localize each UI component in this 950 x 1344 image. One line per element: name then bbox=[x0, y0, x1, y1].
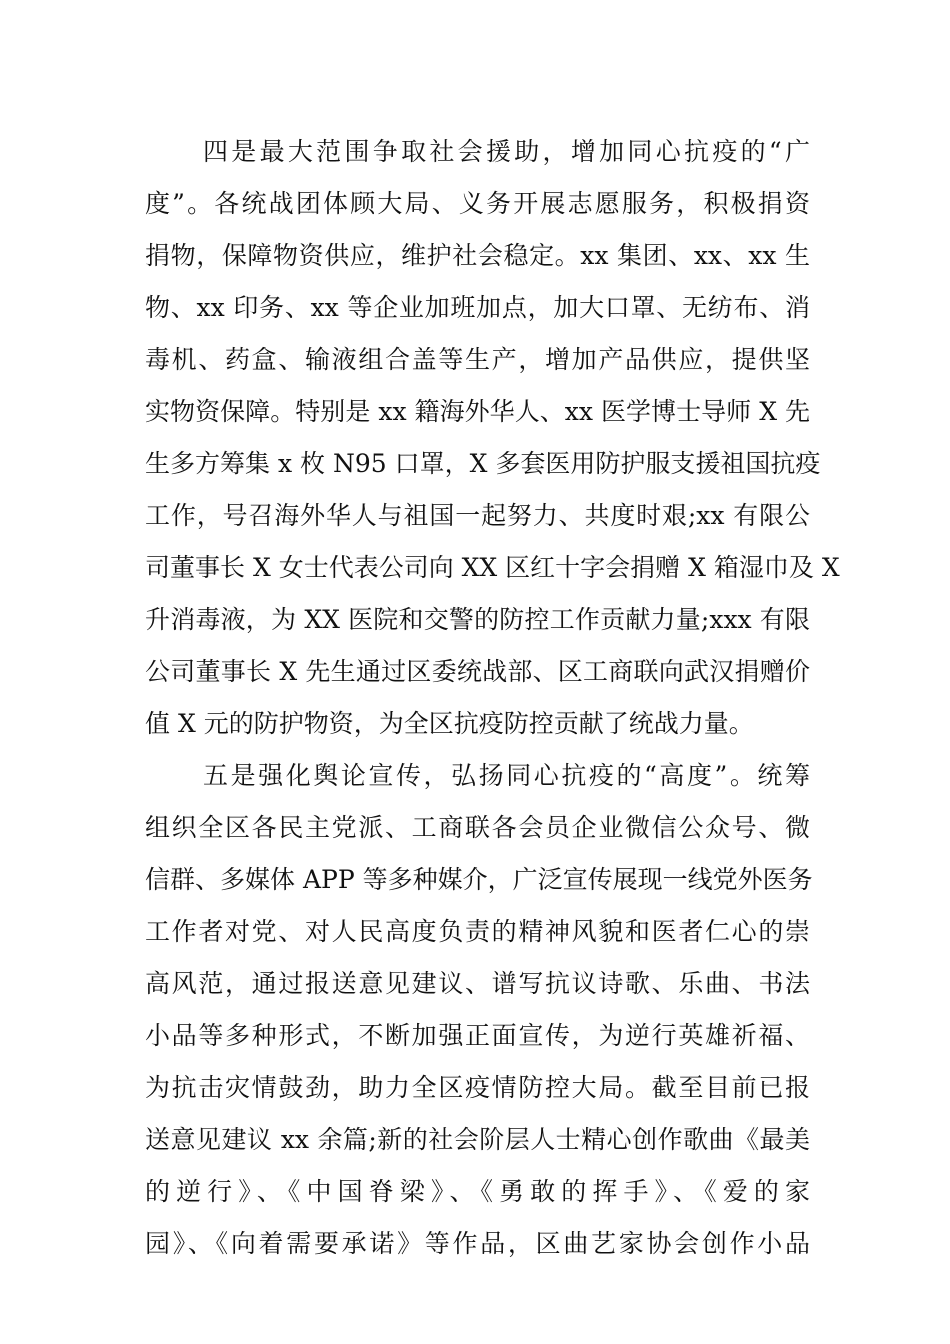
text-line: 物、xx 印务、xx 等企业加班加点，加大口罩、无纺布、消 bbox=[145, 293, 810, 322]
text-line: 高风范，通过报送意见建议、谱写抗议诗歌、乐曲、书法 bbox=[145, 969, 810, 998]
text-line: 小品等多种形式，不断加强正面宣传，为逆行英雄祈福、 bbox=[145, 1021, 810, 1050]
text-line: 值 X 元的防护物资，为全区抗疫防控贡献了统战力量。 bbox=[145, 709, 754, 738]
text-line: 捐物，保障物资供应，维护社会稳定。xx 集团、xx、xx 生 bbox=[145, 241, 810, 270]
text-line: 为抗击灾情鼓劲，助力全区疫情防控大局。截至目前已报 bbox=[145, 1073, 810, 1102]
text-line: 信群、多媒体 APP 等多种媒介，广泛宣传展现一线党外医务 bbox=[145, 865, 813, 894]
text-line: 工作者对党、对人民高度负责的精神风貌和医者仁心的崇 bbox=[145, 917, 810, 946]
document-body bbox=[145, 126, 840, 1270]
text-line: 度”。各统战团体顾大局、义务开展志愿服务，积极捐资 bbox=[145, 189, 810, 218]
text-line: 实物资保障。特别是 xx 籍海外华人、xx 医学博士导师 X 先 bbox=[145, 397, 810, 426]
text-line: 五是强化舆论宣传，弘扬同心抗疫的“高度”。统筹 bbox=[203, 761, 810, 790]
text-line: 司董事长 X 女士代表公司向 XX 区红十字会捐赠 X 箱湿巾及 X bbox=[145, 553, 840, 582]
text-line: 毒机、药盒、输液组合盖等生产，增加产品供应，提供坚 bbox=[145, 345, 810, 374]
text-line: 四是最大范围争取社会援助，增加同心抗疫的“广 bbox=[203, 137, 810, 166]
text-line: 送意见建议 xx 余篇;新的社会阶层人士精心创作歌曲《最美 bbox=[145, 1125, 810, 1154]
paragraph-five-gaodu bbox=[145, 750, 813, 1270]
text-line: 升消毒液，为 XX 医院和交警的防控工作贡献力量;xxx 有限 bbox=[145, 605, 810, 634]
text-line: 的逆行》、《中国脊梁》、《勇敢的挥手》、《爱的家 bbox=[145, 1177, 810, 1206]
text-line: 园》、《向着需要承诺》等作品，区曲艺家协会创作小品 bbox=[145, 1229, 810, 1258]
text-line: 公司董事长 X 先生通过区委统战部、区工商联向武汉捐赠价 bbox=[145, 657, 810, 686]
paragraph-four-guangdu bbox=[145, 126, 840, 750]
text-line: 组织全区各民主党派、工商联各会员企业微信公众号、微 bbox=[145, 813, 810, 842]
text-line: 工作，号召海外华人与祖国一起努力、共度时艰;xx 有限公 bbox=[145, 501, 810, 530]
text-line: 生多方筹集 x 枚 N95 口罩，X 多套医用防护服支援祖国抗疫 bbox=[145, 449, 821, 478]
